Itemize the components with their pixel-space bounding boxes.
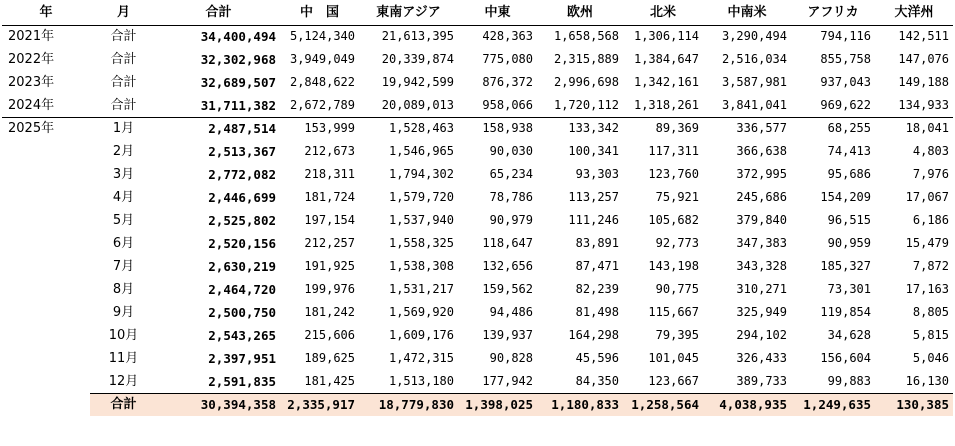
header-africa: アフリカ (791, 0, 875, 25)
africa-cell: 68,255 (791, 117, 875, 140)
latin-america-cell: 2,516,034 (721, 52, 787, 66)
oceania-cell: 134,933 (898, 97, 949, 112)
year-cell: 2021年 (8, 29, 55, 45)
latin-america-cell: 372,995 (736, 167, 787, 181)
middle-east-cell: 132,656 (482, 259, 533, 273)
africa-sum-cell: 1,249,635 (791, 393, 875, 416)
europe-cell: 100,341 (568, 144, 619, 158)
oceania-cell: 6,186 (912, 213, 949, 227)
month-cell: 9月 (112, 305, 135, 320)
africa-cell: 74,413 (827, 144, 871, 158)
middle-east-cell: 428,363 (482, 29, 533, 44)
table-row (2, 370, 953, 393)
north-america-cell: 123,760 (648, 167, 699, 181)
southeast-asia-cell: 1,546,965 (388, 144, 454, 158)
africa-cell: 969,622 (820, 97, 871, 112)
southeast-asia-cell: 20,089,013 (381, 97, 454, 112)
oceania-cell: 5,815 (912, 328, 949, 342)
europe-cell: 93,303 (575, 167, 619, 181)
middle-east-cell: 90,979 (489, 213, 533, 227)
table-row (2, 163, 953, 186)
oceania-cell: 142,511 (898, 29, 949, 44)
china-cell: 153,999 (280, 117, 359, 140)
year-cell: 2024年 (8, 97, 55, 113)
latin-america-cell: 3,841,041 (721, 97, 787, 112)
europe-cell: 2,996,698 (553, 75, 619, 89)
oceania-sum-cell: 130,385 (875, 393, 953, 416)
month-cell: 合計 (110, 52, 137, 67)
oceania-cell: 8,805 (912, 305, 949, 319)
southeast-asia-cell: 1,513,180 (388, 373, 454, 388)
china-cell: 197,154 (304, 213, 355, 227)
africa-cell: 99,883 (827, 373, 871, 388)
china-cell: 181,425 (304, 373, 355, 388)
month-cell: 4月 (112, 190, 135, 205)
header-total: 合計 (157, 0, 280, 25)
southeast-asia-cell: 20,339,874 (381, 52, 454, 66)
north-america-cell: 1,384,647 (633, 52, 699, 66)
total-cell: 2,397,951 (208, 351, 276, 366)
header-europe: 欧州 (537, 0, 623, 25)
middle-east-cell: 139,937 (482, 328, 533, 342)
total-cell: 34,400,494 (200, 29, 276, 45)
china-cell: 191,925 (304, 259, 355, 273)
middle-east-cell: 177,942 (482, 373, 533, 388)
latin-america-sum-cell: 4,038,935 (703, 393, 791, 416)
middle-east-cell: 958,066 (482, 97, 533, 112)
header-year: 年 (2, 0, 90, 25)
southeast-asia-cell: 19,942,599 (381, 75, 454, 89)
oceania-cell: 18,041 (875, 117, 953, 140)
year-cell: 2023年 (8, 75, 55, 90)
month-cell: 合計 (110, 97, 137, 113)
china-cell: 181,242 (304, 305, 355, 319)
north-america-cell: 1,342,161 (633, 75, 699, 89)
month-cell: 3月 (112, 167, 135, 182)
europe-cell: 82,239 (575, 282, 619, 296)
north-america-cell: 143,198 (648, 259, 699, 273)
middle-east-cell: 78,786 (489, 190, 533, 204)
southeast-asia-cell: 1,558,325 (388, 236, 454, 250)
oceania-cell: 16,130 (905, 373, 949, 388)
china-cell: 218,311 (304, 167, 355, 181)
middle-east-cell: 158,938 (458, 117, 537, 140)
china-cell: 2,672,789 (289, 97, 355, 112)
southeast-asia-cell: 1,794,302 (388, 167, 454, 181)
table-row (2, 117, 953, 140)
southeast-asia-cell: 1,538,308 (388, 259, 454, 273)
month-cell: 8月 (112, 282, 135, 297)
africa-cell: 154,209 (820, 190, 871, 204)
year-cell (2, 232, 90, 255)
year-cell (2, 393, 90, 416)
total-cell: 2,513,367 (208, 144, 276, 159)
china-cell: 212,673 (304, 144, 355, 158)
north-america-cell: 115,667 (648, 305, 699, 319)
oceania-cell: 7,872 (912, 259, 949, 273)
month-cell: 12月 (108, 373, 139, 389)
latin-america-cell: 3,290,494 (721, 29, 787, 44)
europe-cell: 2,315,889 (553, 52, 619, 66)
southeast-asia-cell: 1,569,920 (388, 305, 454, 319)
total-cell: 2,630,219 (208, 259, 276, 274)
total-cell: 2,525,802 (208, 213, 276, 228)
latin-america-cell: 294,102 (736, 328, 787, 342)
year-cell (2, 255, 90, 278)
latin-america-cell: 310,271 (736, 282, 787, 296)
china-cell: 181,724 (304, 190, 355, 204)
year-cell (2, 301, 90, 324)
table-row (2, 324, 953, 347)
middle-east-cell: 90,030 (489, 144, 533, 158)
china-cell: 2,848,622 (289, 75, 355, 89)
oceania-cell: 7,976 (912, 167, 949, 181)
north-america-cell: 79,395 (655, 328, 699, 342)
europe-cell: 113,257 (568, 190, 619, 204)
year-cell (2, 324, 90, 347)
sum-row (2, 393, 953, 416)
month-cell: 合計 (110, 75, 137, 90)
africa-cell: 855,758 (820, 52, 871, 66)
oceania-cell: 5,046 (912, 351, 949, 365)
table-row (2, 232, 953, 255)
oceania-cell: 149,188 (898, 75, 949, 89)
europe-cell: 133,342 (537, 117, 623, 140)
china-cell: 199,976 (304, 282, 355, 296)
north-america-cell: 90,775 (655, 282, 699, 296)
total-cell: 2,591,835 (208, 373, 276, 389)
month-cell: 6月 (112, 236, 135, 251)
total-cell: 2,543,265 (208, 328, 276, 343)
year-cell: 2022年 (8, 52, 55, 67)
year-cell (2, 163, 90, 186)
southeast-asia-cell: 1,472,315 (388, 351, 454, 365)
latin-america-cell: 389,733 (736, 373, 787, 388)
table-row (2, 186, 953, 209)
north-america-cell: 89,369 (623, 117, 703, 140)
header-southeast-asia: 東南アジア (359, 0, 458, 25)
china-cell: 3,949,049 (289, 52, 355, 66)
month-cell: 7月 (112, 259, 135, 274)
header-china: 中 国 (280, 0, 359, 25)
middle-east-cell: 876,372 (482, 75, 533, 89)
oceania-cell: 17,163 (905, 282, 949, 296)
latin-america-cell: 3,587,981 (721, 75, 787, 89)
middle-east-cell: 775,080 (482, 52, 533, 66)
month-cell: 11月 (108, 351, 139, 366)
africa-cell: 95,686 (827, 167, 871, 181)
year-cell (2, 278, 90, 301)
africa-cell: 794,116 (820, 29, 871, 44)
southeast-asia-cell: 1,528,463 (359, 117, 458, 140)
europe-cell: 1,658,568 (553, 29, 619, 44)
africa-cell: 156,604 (820, 351, 871, 365)
header-row (2, 0, 953, 25)
latin-america-cell: 325,949 (736, 305, 787, 319)
total-sum-cell: 30,394,358 (157, 393, 280, 416)
southeast-asia-cell: 1,609,176 (388, 328, 454, 342)
middle-east-cell: 118,647 (482, 236, 533, 250)
total-cell: 2,464,720 (208, 282, 276, 297)
table-row (2, 347, 953, 370)
southeast-asia-cell: 1,531,217 (388, 282, 454, 296)
middle-east-sum-cell: 1,398,025 (458, 393, 537, 416)
africa-cell: 185,327 (820, 259, 871, 273)
month-cell: 合計 (90, 393, 157, 416)
north-america-sum-cell: 1,258,564 (623, 393, 703, 416)
total-cell: 31,711,382 (200, 97, 276, 113)
total-cell: 2,500,750 (208, 305, 276, 320)
china-cell: 189,625 (304, 351, 355, 365)
africa-cell: 90,959 (827, 236, 871, 250)
china-cell: 212,257 (304, 236, 355, 250)
north-america-cell: 92,773 (655, 236, 699, 250)
middle-east-cell: 90,828 (489, 351, 533, 365)
total-cell: 2,520,156 (208, 236, 276, 251)
africa-cell: 34,628 (827, 328, 871, 342)
china-sum-cell: 2,335,917 (280, 393, 359, 416)
europe-cell: 1,720,112 (553, 97, 619, 112)
year-cell (2, 370, 90, 393)
year-cell (2, 347, 90, 370)
middle-east-cell: 65,234 (489, 167, 533, 181)
table-body (2, 25, 953, 416)
table-row (2, 140, 953, 163)
africa-cell: 96,515 (827, 213, 871, 227)
header-month: 月 (90, 0, 157, 25)
year-cell: 2025年 (2, 117, 90, 140)
latin-america-cell: 326,433 (736, 351, 787, 365)
total-cell: 32,302,968 (200, 52, 276, 67)
europe-sum-cell: 1,180,833 (537, 393, 623, 416)
total-cell: 2,446,699 (208, 190, 276, 205)
table-row (2, 301, 953, 324)
middle-east-cell: 159,562 (482, 282, 533, 296)
table-row (2, 255, 953, 278)
north-america-cell: 75,921 (655, 190, 699, 204)
month-cell: 5月 (112, 213, 135, 228)
month-cell: 1月 (90, 117, 157, 140)
table-row (2, 278, 953, 301)
north-america-cell: 1,318,261 (633, 97, 699, 112)
north-america-cell: 123,667 (648, 373, 699, 388)
oceania-cell: 147,076 (898, 52, 949, 66)
header-north-america: 北米 (623, 0, 703, 25)
month-cell: 10月 (108, 328, 139, 343)
north-america-cell: 1,306,114 (633, 29, 699, 44)
table-row (2, 94, 953, 117)
latin-america-cell: 366,638 (736, 144, 787, 158)
southeast-asia-cell: 1,537,940 (388, 213, 454, 227)
latin-america-cell: 379,840 (736, 213, 787, 227)
china-cell: 215,606 (304, 328, 355, 342)
north-america-cell: 117,311 (648, 144, 699, 158)
header-middle-east: 中東 (458, 0, 537, 25)
north-america-cell: 101,045 (648, 351, 699, 365)
southeast-asia-sum-cell: 18,779,830 (359, 393, 458, 416)
header-oceania: 大洋州 (875, 0, 953, 25)
statistics-table (2, 0, 953, 416)
total-cell: 32,689,507 (200, 75, 276, 90)
table-row (2, 25, 953, 48)
header-latin-america: 中南米 (703, 0, 791, 25)
europe-cell: 111,246 (568, 213, 619, 227)
europe-cell: 81,498 (575, 305, 619, 319)
china-cell: 5,124,340 (289, 29, 355, 44)
table-row (2, 48, 953, 71)
north-america-cell: 105,682 (648, 213, 699, 227)
month-cell: 合計 (110, 29, 137, 45)
year-cell (2, 140, 90, 163)
oceania-cell: 4,803 (912, 144, 949, 158)
southeast-asia-cell: 21,613,395 (381, 29, 454, 44)
total-cell: 2,772,082 (208, 167, 276, 182)
europe-cell: 164,298 (568, 328, 619, 342)
oceania-cell: 15,479 (905, 236, 949, 250)
middle-east-cell: 94,486 (489, 305, 533, 319)
latin-america-cell: 347,383 (736, 236, 787, 250)
europe-cell: 45,596 (575, 351, 619, 365)
month-cell: 2月 (112, 144, 135, 159)
table-row (2, 71, 953, 94)
africa-cell: 937,043 (820, 75, 871, 89)
africa-cell: 73,301 (827, 282, 871, 296)
europe-cell: 84,350 (575, 373, 619, 388)
europe-cell: 83,891 (575, 236, 619, 250)
year-cell (2, 186, 90, 209)
latin-america-cell: 245,686 (736, 190, 787, 204)
oceania-cell: 17,067 (905, 190, 949, 204)
table-row (2, 209, 953, 232)
southeast-asia-cell: 1,579,720 (388, 190, 454, 204)
europe-cell: 87,471 (575, 259, 619, 273)
latin-america-cell: 343,328 (736, 259, 787, 273)
year-cell (2, 209, 90, 232)
total-cell: 2,487,514 (157, 117, 280, 140)
africa-cell: 119,854 (820, 305, 871, 319)
latin-america-cell: 336,577 (703, 117, 791, 140)
